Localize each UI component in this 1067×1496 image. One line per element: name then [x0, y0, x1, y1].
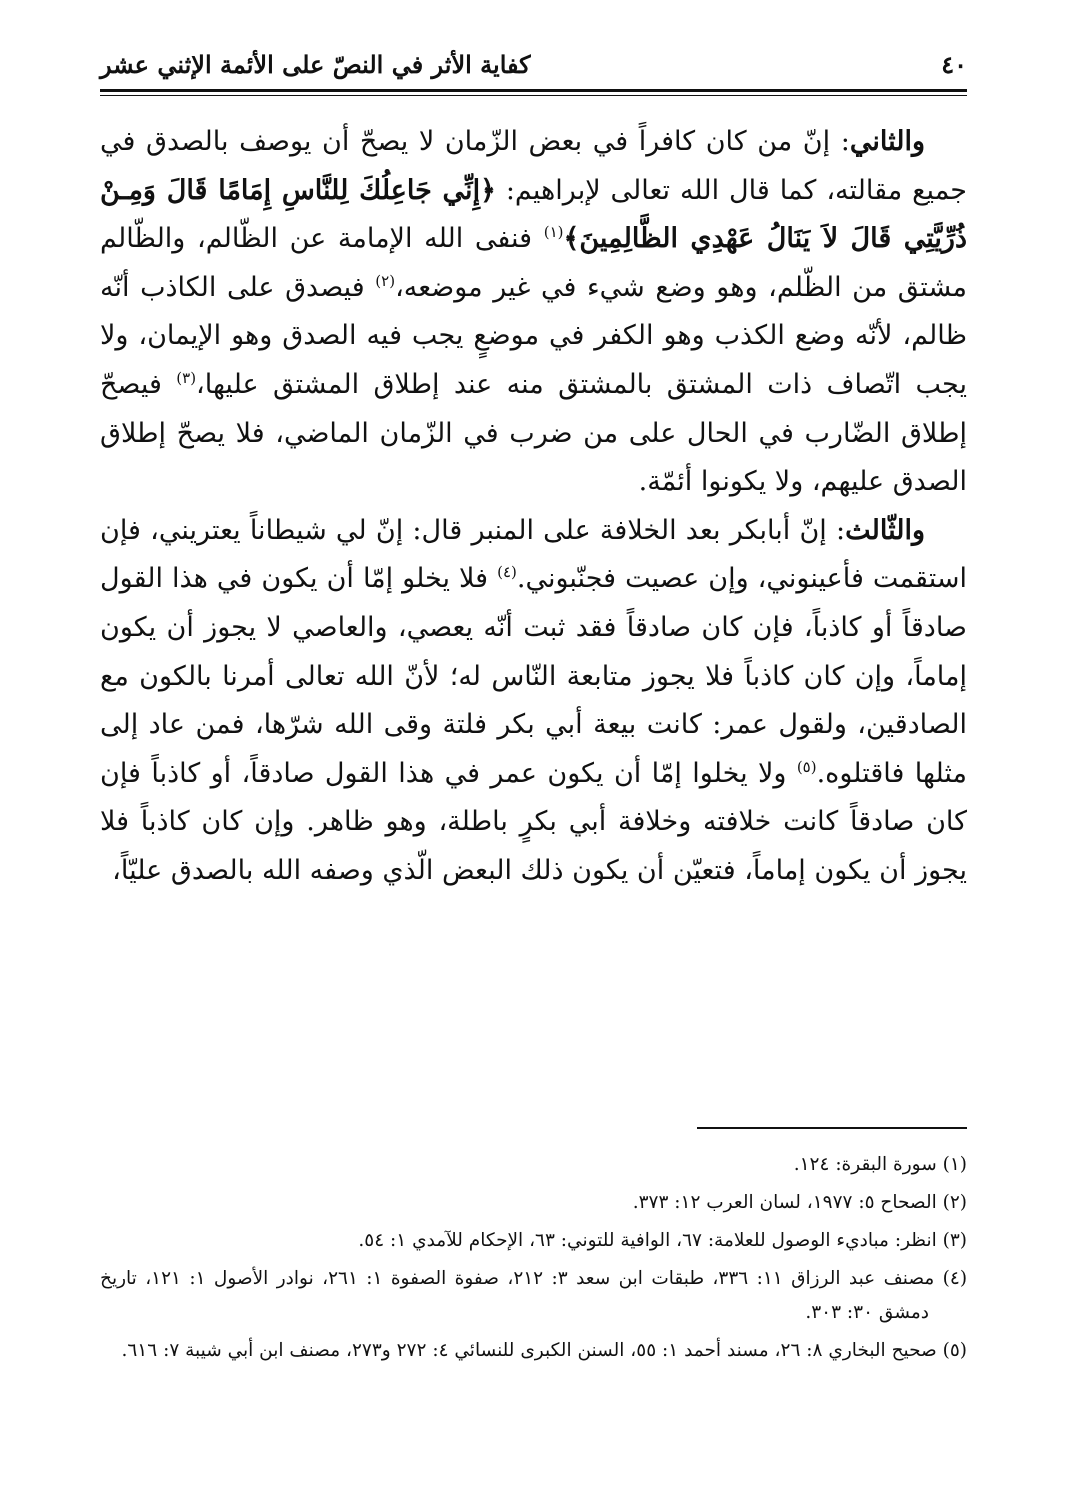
footnote-ref-1[interactable]: (١): [543, 223, 564, 242]
text-run: فيصدق على الكاذب أنّه ظالم، لأنّه وضع الكذب وهو الكفر في موضعٍ يجب فيه الصدق وهو الإيمان، ولا يجب اتّصاف ذات المشتق بالمشتق منه عند إطلاق المشتق عليها،: [100, 271, 967, 400]
page-number: ٤٠: [941, 49, 967, 79]
text-run: ولا يخلوا إمّا أن يكون عمر في هذا القول صادقاً، أو كاذباً فإن كان صادقاً كانت خلافته وخلافة أبي بكرٍ باطلة، وهو ظاهر. وإن كان كاذباً فلا يجوز أن يكون إماماً، فتعيّن أن يكون ذلك البعض الّذي وصفه الله بالصدق عليّاً،: [100, 757, 967, 886]
text-run: : إنّ من كان كافراً في بعض الزّمان لا يصحّ أن يوصف بالصدق في جميع مقالته، كما قال الله تعالى لإبراهيم:: [100, 126, 967, 206]
text-run: فيصحّ إطلاق الضّارب في الحال على من ضرب في الزّمان الماضي، فلا يصحّ إطلاق الصدق عليهم، ولا يكونوا أئمّة.: [100, 368, 967, 498]
paragraph-lead: والثّالث: [845, 514, 925, 546]
text-run: فلا يخلو إمّا أن يكون في هذا القول صادقاً أو كاذباً، فإن كان صادقاً فقد ثبت أنّه يعصي، والعاصي لا يجوز أن يكون إماماً، وإن كان كاذباً فلا يجوز متابعة النّاس له؛ لأنّ الله تعالى أمرنا بالكون مع الصادقين، ولقول عمر: كانت بيعة أبي بكر فلتة وقى الله شرّها، فمن عاد إلى مثلها فاقتلوه.: [100, 563, 968, 789]
footnote-5: (٥) صحيح البخاري ٨: ٢٦، مسند أحمد ١: ٥٥، السنن الكبرى للنسائي ٤: ٢٧٢ و٢٧٣، مصنف ابن أبي شيبة ٧: ٦١٦.: [121, 1340, 967, 1361]
text-run: : إنّ أبابكر بعد الخلافة على المنبر قال: إنّ لي شيطاناً يعتريني، فإن استقمت فأعينوني، وإن عصيت فجنّبوني.: [100, 514, 967, 595]
footnote-separator: [697, 1127, 967, 1129]
header-rule-thin: [100, 95, 967, 96]
running-header: [100, 40, 967, 88]
footnote-2: (٢) الصحاح ٥: ١٩٧٧، لسان العرب ١٢: ٣٧٣.: [632, 1192, 967, 1213]
paragraph-second-argument: [100, 118, 967, 507]
paragraph-lead: والثاني: [849, 126, 925, 157]
footnote-ref-5[interactable]: (٥): [796, 757, 817, 776]
footnote-1: (١) سورة البقرة: ١٢٤.: [793, 1154, 967, 1175]
footnotes: [100, 1148, 967, 1372]
header-rule-thick: [100, 89, 967, 92]
footnote-ref-3[interactable]: (٣): [176, 368, 197, 387]
main-text: [100, 118, 967, 896]
footnote-ref-2[interactable]: (٢): [375, 271, 396, 290]
quran-verse: ﴿إِنِّي جَاعِلُكَ لِلنَّاسِ إِمَامًا قَالَ وَمِـنْ ذُرِّيَّتِي قَالَ لاَ يَنَالُ عَهْدِي الظَّالِمِينَ﴾: [100, 174, 967, 255]
paragraph-third-argument: [100, 507, 967, 896]
footnote-ref-4[interactable]: (٤): [497, 563, 517, 582]
text-run: فنفى الله الإمامة عن الظّالم، والظّالم مشتق من الظّلم، وهو وضع شيء في غير موضعه،: [100, 223, 967, 303]
running-title: كفاية الأثر في النصّ على الأئمة الإثني عشر: [100, 49, 531, 79]
footnote-4: (٤) مصنف عبد الرزاق ١١: ٣٣٦، طبقات ابن سعد ٣: ٢١٢، صفوة الصفوة ١: ٢٦١، نوادر الأصول ١: ١٢١، تاريخ دمشق ٣٠: ٣٠٣.: [100, 1268, 968, 1323]
footnote-3: (٣) انظر: مباديء الوصول للعلامة: ٦٧، الوافية للتوني: ٦٣، الإحكام للآمدي ١: ٥٤.: [358, 1230, 967, 1251]
